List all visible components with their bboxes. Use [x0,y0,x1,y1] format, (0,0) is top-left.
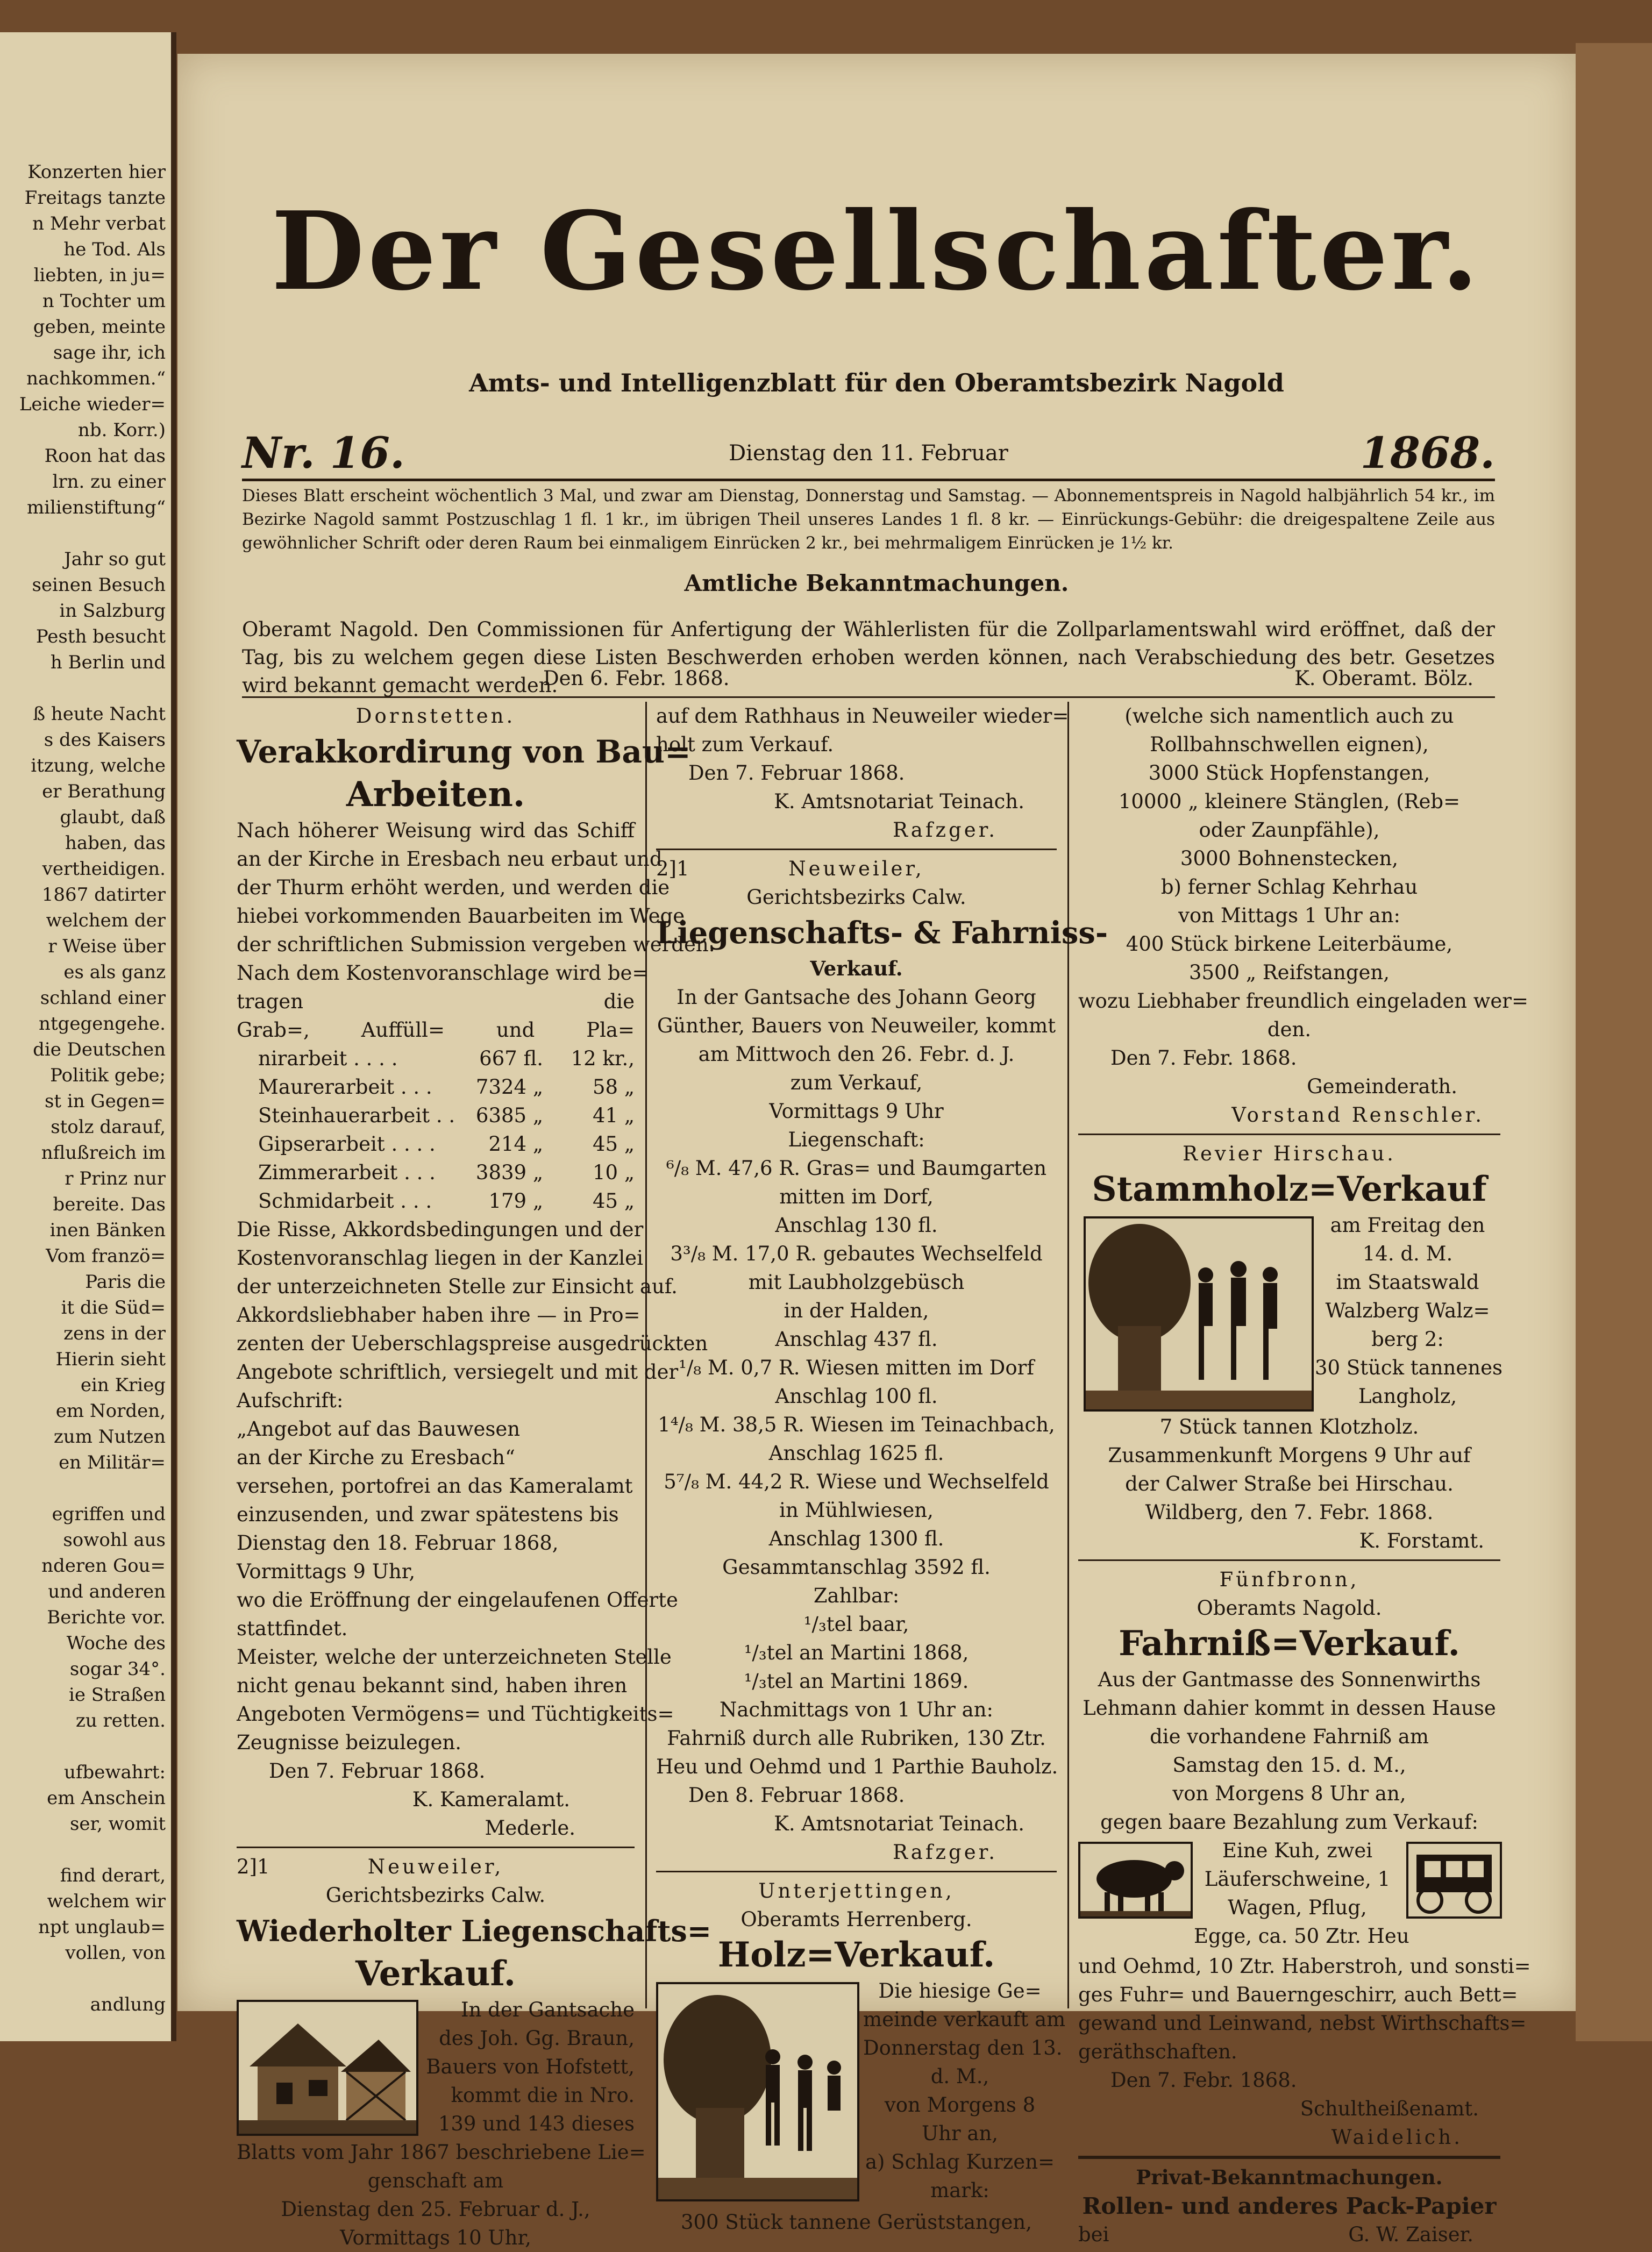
ad-line: berg 2: [1371,1328,1444,1351]
ad-line: Eine Kuh, zwei [1222,1839,1373,1862]
farmhouse-illustration [239,2002,416,2134]
previous-page-line: en Militär= [59,1452,166,1473]
cost-gulden: 6385 „ [475,1104,543,1127]
previous-page-line: lrn. zu einer [52,471,166,493]
ad-seller-prefix: bei [1078,2223,1109,2246]
official-notice-footer [242,667,1495,695]
ad-divider [1078,1134,1500,1135]
ad-line: oder Zaunpfähle), [1199,818,1380,842]
cost-gulden: 7324 „ [475,1075,543,1099]
ad-line: holt zum Verkauf. [656,733,834,756]
previous-page-line: zum Nutzen [53,1426,166,1448]
cost-gulden: 3839 „ [475,1161,543,1184]
ad-title-line: Liegenschafts- & Fahrniss- [656,915,1108,951]
ad-line: Die hiesige Ge= [878,1979,1042,2002]
woodsmen-illustration [1086,1218,1312,1409]
ad-line: zenten der Ueberschlagspreise ausgedrückten [237,1332,708,1355]
ad-line: mitten im Dorf, [779,1185,934,1208]
previous-page-line: egriffen und [52,1503,166,1525]
ad-title-line: Verkauf. [810,957,903,980]
ad-signature-name: Vorstand Renschler. [1231,1103,1484,1127]
ad-line: 10000 „ kleinere Stänglen, (Reb= [1118,790,1461,813]
ad-line: Angebote schriftlich, versiegelt und mit der [237,1360,679,1384]
ad-line: geräthschaften. [1078,2040,1237,2063]
cow-illustration [1080,1844,1191,1916]
ad-line: Aus der Gantmasse des Sonnenwirths [1098,1668,1481,1691]
ad-line: 3500 „ Reifstangen, [1188,961,1390,984]
ad-line: an der Kirche in Eresbach neu erbaut und [237,847,663,871]
ad-divider [1078,1559,1500,1561]
wagon-illustration [1408,1844,1500,1916]
ad-divider [1078,2156,1500,2159]
ad-line: Günther, Bauers von Neuweiler, kommt [657,1014,1056,1037]
previous-page-line: welchem der [46,910,166,931]
ad-signature-name: Waidelich. [1331,2126,1463,2149]
previous-page-line: Hierin sieht [55,1349,166,1370]
ad-title-line: Holz=Verkauf. [717,1935,995,1975]
cost-item: Maurerarbeit . . . [258,1075,432,1099]
issue-row [242,425,1495,481]
previous-page-line: zens in der [63,1323,166,1344]
ad-line: a) Schlag Kurzen= [865,2150,1055,2173]
official-notice-signature: K. Oberamt. Bölz. [1294,667,1473,690]
previous-page-line: ie Straßen [68,1684,166,1706]
cost-gulden: 214 „ [488,1132,543,1156]
ad-line: b) ferner Schlag Kehrhau [1160,875,1418,899]
column-3 [1078,702,1531,2246]
ad-line: Heu und Oehmd und 1 Parthie Bauholz. [656,1755,1058,1778]
previous-page-line: em Anschein [47,1787,166,1809]
previous-page-line: und anderen [48,1581,166,1602]
ad-line: Aufschrift: [237,1389,344,1412]
ad-line: Anschlag 100 fl. [775,1385,938,1408]
ad-line: d. M., [930,2065,989,2088]
ad-district: Gerichtsbezirks Calw. [325,1884,546,1907]
ad-signature: K. Kameralamt. [412,1788,570,1811]
ad-divider [237,1847,635,1848]
previous-page-line: Politik gebe; [50,1065,166,1086]
binding-edge [1576,43,1652,2041]
issue-number: Nr. 16. [242,427,405,478]
ad-line: meinde verkauft am [863,2008,1066,2031]
ad-place: Dornstetten. [355,704,516,728]
ad-line: Nach höherer Weisung wird das Schiff [237,819,635,842]
cost-row [237,1158,635,1187]
ad-line: In der Gantsache des Johann Georg [677,986,1036,1009]
previous-page-line: sage ihr, ich [53,342,166,364]
ad-line: von Morgens 8 Uhr an, [1172,1782,1406,1805]
ad-line: 14. d. M. [1362,1242,1453,1265]
previous-page-line: sogar 34°. [69,1658,166,1680]
issue-year: 1868. [1360,427,1495,478]
newspaper-subtitle: Amts- und Intelligenzblatt für den Oberamtsbezirk Nagold [469,368,1284,397]
ad-place: Revier Hirschau. [1183,1142,1396,1165]
forest-woodcut-image [656,1982,859,2201]
ad-line: nicht genau bekannt sind, haben ihren [237,1674,628,1697]
ad-title-line: Stammholz=Verkauf [1092,1169,1487,1209]
ad-line: Egge, ca. 50 Ztr. Heu [1194,1925,1409,1948]
ad-line: der schriftlichen Submission vergeben werden. [237,933,715,956]
previous-page-line: ntgegengehe. [39,1013,166,1035]
previous-page-line: bereite. Das [53,1194,166,1215]
ad-line: versehen, portofrei an das Kameralamt [237,1474,633,1498]
ad-line: Uhr an, [921,2122,999,2145]
ad-line: ¹/₃tel baar, [803,1613,909,1636]
ad-line: Dienstag den 25. Februar d. J., [281,2198,590,2221]
ad-line: Kostenvoranschlag liegen in der Kanzlei [237,1246,643,1270]
ad-fuenfbronn [1078,1565,1531,2151]
cost-kreuzer: 58 „ [592,1075,635,1099]
ad-line: Angeboten Vermögens= und Tüchtigkeits= [237,1702,674,1726]
ad-line: tragen die [237,990,635,1013]
ad-line: 7 Stück tannen Klotzholz. [1159,1415,1419,1438]
ad-line: ⁶/₈ M. 47,6 R. Gras= und Baumgarten [666,1157,1047,1180]
cost-row [237,1101,635,1130]
ad-line: am Freitag den [1330,1214,1485,1237]
ad-line: Wildberg, den 7. Febr. 1868. [1145,1501,1434,1524]
ad-line: Anschlag 130 fl. [775,1214,938,1237]
ad-district: Oberamts Nagold. [1197,1597,1382,1620]
ad-neuweiler-fahrniss [656,854,1108,1866]
ad-line: mit Laubholzgebüsch [748,1271,965,1294]
ad-line: Vormittags 10 Uhr, [340,2226,531,2249]
previous-page-line: nderen Gou= [41,1555,166,1577]
ad-line: Anschlag 1625 fl. [768,1442,944,1465]
ad-line: Vormittags 9 Uhr, [237,1560,416,1583]
ad-line: In der Gantsache [460,1998,635,2021]
previous-page-line: Berichte vor. [47,1607,166,1628]
cost-kreuzer: 45 „ [592,1189,635,1213]
ad-line: wo die Eröffnung der eingelaufenen Offerte [237,1588,678,1612]
ad-line: ¹/₃tel an Martini 1869. [744,1670,969,1693]
previous-page-line: seinen Besuch [32,574,166,596]
previous-page-line: ser, womit [69,1813,166,1835]
ad-signature: K. Forstamt. [1359,1529,1484,1552]
ad-line: 3000 Stück Hopfenstangen, [1148,761,1430,785]
column-1 [237,702,715,2249]
ad-line: Meister, welche der unterzeichneten Stelle [237,1645,672,1669]
ad-neuweiler-wiederholter [237,1852,712,2252]
ad-date: Den 7. Febr. 1868. [1110,1046,1297,1070]
ad-signature-name: Mederle. [485,1816,575,1840]
ad-place: Neuweiler, [367,1855,504,1878]
ad-line: gegen baare Bezahlung zum Verkauf: [1100,1811,1478,1834]
ad-line: Fahrniß durch alle Rubriken, 130 Ztr. [667,1727,1046,1750]
ad-signature-name: Rafzger. [893,1841,998,1864]
ad-line: ¹/₈ M. 0,7 R. Wiesen mitten im Dorf [678,1356,1034,1379]
forest-gathering-illustration [658,1984,857,2199]
ad-line: von Mittags 1 Uhr an: [1178,904,1400,927]
previous-page-line: milienstiftung“ [26,497,166,518]
ad-insertion-mark: 2]1 [656,857,689,880]
previous-page-line: die Deutschen [33,1039,166,1060]
previous-page-line: ein Krieg [80,1374,166,1396]
ad-line: 400 Stück birkene Leiterbäume, [1126,932,1453,956]
ad-line: im Staatswald [1336,1271,1479,1294]
previous-page-line: nachkommen.“ [26,368,166,389]
previous-page-line: andlung [90,1994,166,2015]
ad-line: 5⁷/₈ M. 44,2 R. Wiese und Wechselfeld [664,1470,1049,1493]
newspaper-page [177,54,1576,2249]
previous-page-line: nflußreich im [41,1142,166,1164]
ad-line: Läuferschweine, 1 [1204,1868,1391,1891]
cost-row [237,1130,635,1158]
ad-line: Die Risse, Akkordsbedingungen und der [237,1218,644,1241]
previous-page-line: ufbewahrt: [63,1762,166,1783]
ad-line: ¹/₃tel an Martini 1868, [744,1641,969,1664]
ad-line: Zeugnisse beizulegen. [237,1731,462,1754]
previous-page-line: Vom franzö= [46,1245,166,1267]
ad-place: Neuweiler, [788,857,924,880]
column-divider-2 [1067,702,1069,2008]
previous-page-line: it die Süd= [61,1297,166,1319]
ad-line: in der Halden, [784,1299,929,1322]
ad-title-line: Arbeiten. [346,774,525,815]
previous-page-line: vertheidigen. [42,858,166,880]
ad-line: (welche sich namentlich auch zu [1124,704,1454,728]
cost-gulden: 667 fl. [479,1047,543,1070]
ad-line: von Morgens 8 [884,2093,1036,2116]
previous-page-line: n Tochter um [42,290,166,312]
ad-unterjettingen [656,1877,1066,2236]
previous-page-line: haben, das [65,832,166,854]
previous-page-line: geben, meinte [33,316,166,338]
ad-line: Zusammenkunft Morgens 9 Uhr auf [1108,1444,1471,1467]
official-notice-date: Den 6. Febr. 1868. [543,667,730,690]
column-top-rule [242,696,1495,698]
cost-item: nirarbeit . . . . [258,1047,398,1070]
ad-line: kommt die in Nro. [451,2084,635,2107]
ad-line: stattfindet. [237,1617,348,1640]
previous-page-line: Woche des [66,1633,166,1654]
ad-line: Akkordsliebhaber haben ihre — in Pro= [237,1303,640,1327]
previous-page-line: welchem wir [47,1891,166,1912]
ad-title-line: Fahrniß=Verkauf. [1119,1623,1460,1664]
previous-page-line: em Norden, [55,1400,166,1422]
previous-page-line: nb. Korr.) [77,419,166,441]
previous-page-line: r Weise über [48,936,166,957]
previous-page-line: Pesth besucht [35,626,166,647]
ad-line: genschaft am [367,2169,504,2192]
ad-place: Fünfbronn, [1219,1568,1359,1591]
ad-line: am Mittwoch den 26. Febr. d. J. [698,1043,1015,1066]
private-announcements-heading: Privat-Bekanntmachungen. [1136,2165,1443,2189]
ad-divider [656,849,1057,850]
previous-page-line: liebten, in ju= [33,265,166,286]
previous-page-line: er Berathung [42,781,166,802]
ad-line: Rollbahnschwellen eignen), [1150,733,1429,756]
ad-line: einzusenden, und zwar spätestens bis [237,1503,619,1526]
cost-kreuzer: 12 kr., [571,1047,635,1070]
previous-page-line: glaubt, daß [60,807,166,828]
previous-page-line: es als ganz [63,961,166,983]
ad-line: Walzberg Walz= [1325,1299,1490,1322]
ad-line: Wagen, Pflug, [1228,1896,1367,1919]
official-notice-text: Oberamt Nagold. Den Commissionen für Anfertigung der Wählerlisten für die Zollparlamentswahl wird eröffnet, daß der Tag, bis zu welchem gegen diese Listen Beschwerden erhoben werden können, nach Verabschiedung des betr. Gesetzes wird bekannt gemacht werden. [242,618,1495,697]
previous-page-line: r Prinz nur [65,1168,166,1189]
ad-signature: K. Amtsnotariat Teinach. [774,1812,1024,1835]
ad-line: den. [1267,1018,1312,1041]
ad-line: 3000 Bohnenstecken, [1180,847,1399,870]
previous-page-line: Leiche wieder= [19,394,166,415]
newspaper-title: Der Gesellschafter. [271,188,1482,315]
ad-line: Grab=, Auffüll= und Pla= [237,1018,635,1042]
previous-page-line: n Mehr verbat [32,213,166,234]
previous-page-line: Freitags tanzte [24,187,166,209]
ad-title-line: Verakkordirung von Bau= [237,733,691,770]
ad-hirschau [1078,1139,1503,1555]
ad-line: Liegenschaft: [788,1128,925,1151]
ad-signature: Schultheißenamt. [1300,2097,1479,2120]
previous-page-line: 1867 datirter [41,884,166,906]
cost-row [237,1187,635,1215]
ad-district: Gerichtsbezirks Calw. [746,886,966,909]
farmhouse-woodcut-image [237,2000,418,2136]
previous-page-line: Paris die [85,1271,166,1293]
ad-title-line: Rollen- und anderes Pack-Papier [1082,2193,1497,2219]
ad-place: Unterjettingen, [758,1879,955,1902]
ad-date: Den 7. Febr. 1868. [1110,2069,1297,2092]
ad-dornstetten [237,702,715,1842]
ad-insertion-mark: 2]1 [237,1855,270,1878]
cow-woodcut-image [1078,1842,1193,1919]
ad-line: die vorhandene Fahrniß am [1150,1725,1429,1748]
ad-line: an der Kirche zu Eresbach“ [237,1446,515,1469]
previous-page-line: vollen, von [65,1942,166,1964]
ad-line: gewand und Leinwand, nebst Wirthschafts= [1078,2012,1527,2035]
ad-title-line: Wiederholter Liegenschafts= [237,1914,712,1948]
ad-line: 30 Stück tannenes [1315,1356,1503,1379]
cost-item: Steinhauerarbeit . . [258,1104,455,1127]
ad-line: 1⁴/₈ M. 38,5 R. Wiesen im Teinachbach, [658,1413,1055,1436]
ad-line: Samstag den 15. d. M., [1172,1754,1406,1777]
previous-page-line: Konzerten hier [27,161,166,183]
ad-line: der Calwer Straße bei Hirschau. [1125,1472,1454,1495]
cost-kreuzer: 10 „ [592,1161,635,1184]
ad-line: 300 Stück tannene Gerüststangen, [680,2211,1032,2234]
ad-signature-name: Rafzger. [893,818,998,842]
previous-page-line: h Berlin und [50,652,166,673]
previous-page-line: Roon hat das [44,445,166,467]
ad-date: Den 7. Februar 1868. [269,1759,486,1783]
ad-line: Vormittags 9 Uhr [769,1100,944,1123]
cost-item: Schmidarbeit . . . [258,1189,432,1213]
ad-line: Nach dem Kostenvoranschlage wird be= [237,961,649,985]
ad-zaiser-paper [1078,2163,1500,2249]
ad-line: Anschlag 437 fl. [775,1328,938,1351]
cost-row [237,1073,635,1101]
ad-line: mark: [930,2179,989,2202]
wagon-woodcut-image [1406,1842,1502,1919]
previous-page-line: itzung, welche [31,755,166,776]
woodsmen-woodcut-image [1084,1216,1314,1412]
ad-line: Donnerstag den 13. [863,2036,1063,2059]
ad-line: Gesammtanschlag 3592 fl. [722,1556,991,1579]
ad-date: Den 7. Februar 1868. [688,761,905,785]
previous-page-line: s des Kaisers [44,729,166,751]
ad-seller-line [1078,2220,1500,2249]
previous-page-line: st in Gegen= [44,1091,166,1112]
previous-page-line: stolz darauf, [51,1116,166,1138]
cost-row [237,1044,635,1073]
issue-date: Dienstag den 11. Februar [729,441,1008,466]
cost-gulden: 179 „ [488,1189,543,1213]
ad-line: Zahlbar: [813,1584,900,1607]
ad-line: Nachmittags von 1 Uhr an: [719,1698,994,1721]
ad-continuation [1078,702,1528,1129]
cost-item: Zimmerarbeit . . . [258,1161,436,1184]
ad-line: auf dem Rathhaus in Neuweiler wieder= [656,704,1069,728]
ad-district: Oberamts Herrenberg. [740,1908,972,1931]
ad-line: hiebei vorkommenden Bauarbeiten im Wege [237,904,685,928]
cost-item: Gipserarbeit . . . . [258,1132,436,1156]
previous-page-line: npt unglaub= [38,1916,166,1938]
ad-line: der unterzeichneten Stelle zur Einsicht auf. [237,1275,678,1298]
ad-title-line: Verkauf. [355,1954,516,1994]
ad-line: zum Verkauf, [790,1071,923,1094]
subscription-info: Dieses Blatt erscheint wöchentlich 3 Mal, und zwar am Dienstag, Donnerstag und Samstag. — Abonnementspreis in Nagold halbjährlich 54 kr., im Bezirke Nagold sammt Postzuschlag 1 fl. 1 kr., im übrigen Theil unseres Landes 1 fl. 8 kr. — Einrückungs-Gebühr: die dreigespaltene Zeile aus gewöhnlicher Schrift oder deren Raum bei einmaligem Einrücken 2 kr., bei mehrmaligem Einrücken je 1½ kr. [242,486,1495,553]
ad-line: und Oehmd, 10 Ztr. Haberstroh, und sonsti= [1078,1955,1531,1978]
ad-line: Blatts vom Jahr 1867 beschriebene Lie= [237,2141,646,2164]
ad-line: Anschlag 1300 fl. [768,1527,944,1550]
previous-page-line: inen Bänken [49,1220,166,1241]
ad-seller-name: G. W. Zaiser. [1348,2223,1473,2246]
ad-line: „Angebot auf das Bauwesen [237,1417,521,1441]
previous-page-line: sowohl aus [63,1529,166,1551]
ad-line: wozu Liebhaber freundlich eingeladen wer= [1078,989,1528,1013]
ad-signature: Gemeinderath. [1307,1075,1457,1098]
ad-line: 139 und 143 dieses [438,2112,635,2135]
ad-continuation [656,702,1069,844]
ad-line: des Joh. Gg. Braun, [439,2027,635,2050]
previous-page-line: schland einer [40,987,166,1009]
previous-page-line: he Tod. Als [63,239,166,260]
cost-kreuzer: 41 „ [592,1104,635,1127]
ad-line: der Thurm erhöht werden, und werden die [237,876,670,899]
ad-divider [656,1871,1057,1872]
cost-kreuzer: 45 „ [592,1132,635,1156]
previous-page-line: ß heute Nacht [33,703,166,725]
previous-page-line: zu retten. [75,1710,166,1731]
ad-line: Bauers von Hofstett, [426,2055,635,2078]
ad-line: in Mühlwiesen, [779,1499,934,1522]
previous-page-line: find derart, [60,1865,166,1886]
previous-page-strip [0,32,176,2041]
previous-page-line: Jahr so gut [64,548,166,570]
ad-date: Den 8. Februar 1868. [688,1784,905,1807]
ad-line: Lehmann dahier kommt in dessen Hause [1083,1697,1496,1720]
ad-line: ges Fuhr= und Bauerngeschirr, auch Bett= [1078,1983,1518,2006]
official-announcements-heading: Amtliche Bekanntmachungen. [684,570,1069,596]
ad-line: Dienstag den 18. Februar 1868, [237,1531,559,1555]
ad-signature: K. Amtsnotariat Teinach. [774,790,1024,813]
previous-page-line: in Salzburg [59,600,166,622]
ad-line: Langholz, [1358,1385,1457,1408]
column-2 [656,702,1108,2234]
ad-line: 3³/₈ M. 17,0 R. gebautes Wechselfeld [670,1242,1043,1265]
